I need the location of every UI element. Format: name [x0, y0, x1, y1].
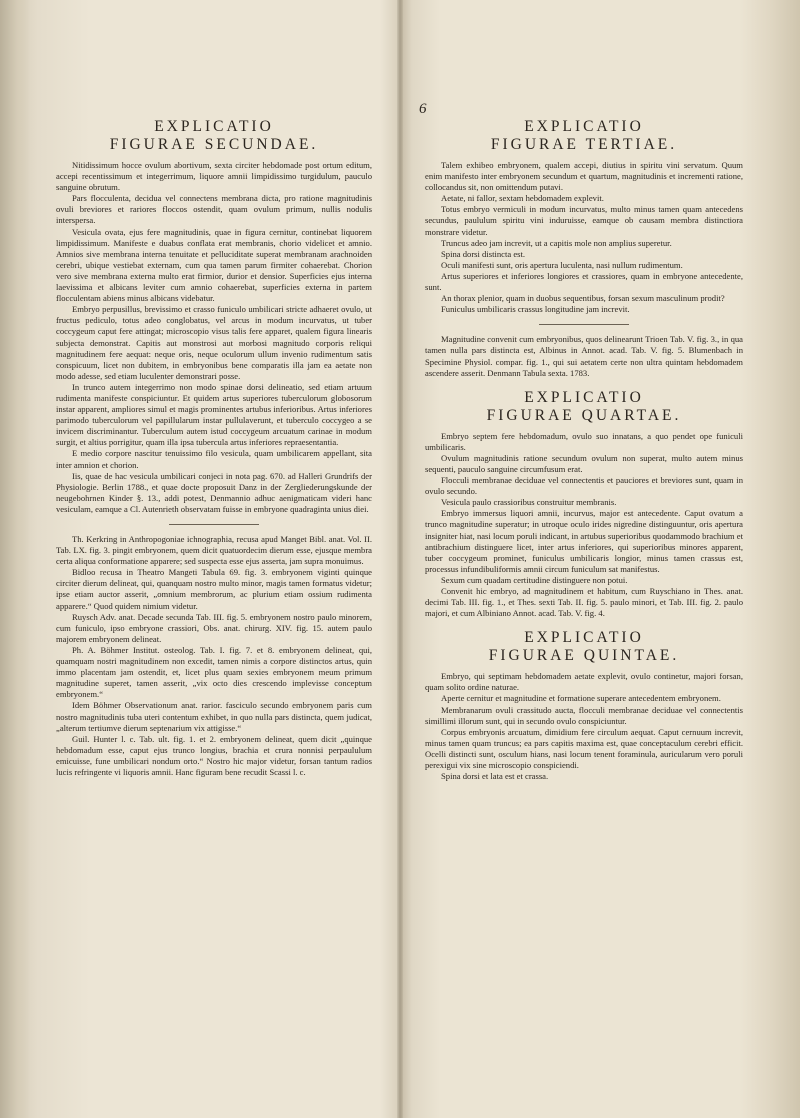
- paragraph: Spina dorsi et lata est et crassa.: [441, 771, 549, 782]
- paragraph: Membranarum ovuli crassitudo aucta, flocculi membranae deciduae vel connectentis simillimi illorum sunt, qui in secundo ovulo conspiciuntur.: [425, 704, 743, 726]
- quintae-paragraphs: [425, 671, 743, 782]
- paragraph: Corpus embryonis arcuatum, dimidium fere circulum aequat. Caput cernuum increvit, minus tamen quam truncus; ea pars capitis maxima est, quae conceptaculum cerebri efficit. Ocelli distincti sunt, osculum hians, nasi locum tenent foraminula, auricularum vero poruli perexigui vix sine microscopio conspiciendi.: [425, 726, 743, 771]
- paragraph: In trunco autem integerrimo non modo spinae dorsi delineatio, sed etiam artuum rudimenta manifeste conspiciuntur. Et quidem artus superiores tuberculorum globosorum instar apparent, ampliores simul et magis prominentes artubus inferioribus. Artus inferiores parimodo tuberculorum vel papillularum instar pullulaverunt, et tuberculo coccygeo a se invicem discriminantur. Tuberculum autem istud coccygeum arcuatum carinae in modum surgit, et altius porrigitur, quam illa ipsa tubercula artus inferiores repraesentantia.: [56, 381, 372, 448]
- paragraph: Oculi manifesti sunt, oris apertura luculenta, nasi nullum rudimentum.: [441, 259, 683, 270]
- tertiae-paragraphs-a: [425, 160, 743, 315]
- heading-explicatio-secundae: EXPLICATIO: [154, 118, 274, 135]
- left-column: [56, 118, 372, 778]
- paragraph: Vesicula paulo crassioribus construitur membranis.: [441, 497, 617, 508]
- paragraph: Aetate, ni fallor, sextam hebdomadem explevit.: [441, 193, 604, 204]
- paragraph: Iis, quae de hac vesicula umbilicari conjeci in nota pag. 670. ad Halleri Grundrifs der Physiologie. Berlin 1788., et quae docte proposuit Danz in der Zergliederungskunde der neugebohrnen Kinder §. 13., addi potest, Denmannio adhuc aenigmaticam videri hanc vesiculam, eamque a Cl. Autenrieth observatam fuisse in embryone quadraginta unius diei.: [56, 470, 372, 514]
- left-paragraphs-b: [56, 534, 372, 778]
- paragraph: Vesicula ovata, ejus fere magnitudinis, quae in figura cernitur, continebat liquorem limpidissimum. Manifeste e duabus conflata erat membranis, chorio videlicet et amnio. Amnios sive membrana interna tenuitate et pelluciditate superat membranam arachnoiden cerebri, ubique vestiebat externam, cum qua tamen parum firmiter cohaerebat. Chorion vero sive membrana externa multo erat firmior, durior et densior. Superficies ejus interna laevissima et albicans leviter cum amnio cohaerebat, superficies externa in partem flocculentam abiens minus albicans videbatur.: [56, 226, 372, 304]
- quartae-paragraphs: [425, 431, 743, 620]
- paragraph: Magnitudine convenit cum embryonibus, quos delinearunt Trioen Tab. V. fig. 3., in qua tamen nulla pars distincta est, Albinus in Annot. acad. Tab. V. fig. 5. Blumenbach in Specimine Physiol. compar. fig. 1., qui sui aetatem certe non ultra quintam hebdomadem ascendere asserit. Denmann Tabula sexta. 1783.: [425, 334, 743, 378]
- heading-figurae-secundae: FIGURAE SECUNDAE.: [109, 136, 319, 153]
- heading-figurae-tertiae: FIGURAE TERTIAE.: [490, 136, 678, 153]
- paragraph: Ovulum magnitudinis ratione secundum ovulum non superat, multo autem minus sequenti, pauculo sanguine circumfusum erat.: [425, 452, 743, 474]
- heading-explicatio-quartae: EXPLICATIO: [524, 388, 644, 406]
- heading-explicatio-tertiae: EXPLICATIO: [524, 118, 644, 135]
- heading-figurae-quintae: FIGURAE QUINTAE.: [488, 647, 680, 665]
- paragraph: An thorax plenior, quam in duobus sequentibus, forsan sexum masculinum prodit?: [441, 293, 725, 304]
- heading-figurae-quartae: FIGURAE QUARTAE.: [486, 406, 682, 424]
- section-divider: [539, 324, 629, 325]
- left-paragraphs-a: [56, 160, 372, 515]
- paragraph: Embryo, qui septimam hebdomadem aetate explevit, ovulo continetur, majori forsan, quam solito ordine naturae.: [425, 671, 743, 693]
- paragraph: Pars flocculenta, decidua vel connectens membrana dicta, pro ratione magnitudinis ovuli breviores et rariores floccos ostendit, quam ovulum primum, nullis nodulis interspersa.: [56, 193, 372, 226]
- paragraph: Idem Böhmer Observationum anat. rarior. fasciculo secundo embryonem paris cum nostro magnitudinis tuba uteri contentum exhibet, in quo nulla pars distincta, quem judicat, „alterum tertiumve dierum septenarium vix attigisse.“: [56, 700, 372, 733]
- paragraph: Nitidissimum hocce ovulum abortivum, sexta circiter hebdomade post ortum editum, accepi recentissimum et integerrimum, liquore amnii limpidissimo turgidulum, pauculo sanguine obrutum.: [56, 160, 372, 193]
- paragraph: Embryo septem fere hebdomadum, ovulo suo innatans, a quo pendet ope funiculi umbilicaris.: [425, 430, 743, 452]
- paragraph: Th. Kerkring in Anthropogoniae ichnographia, recusa apud Manget Bibl. anat. Vol. II. Tab. LX. fig. 3. pingit embryonem, quem dicit quatuordecim dierum esse, ejusque membra certa aliqua conformatione apparere; sed suspecta esse ejus asserta, jam supra monuimus.: [56, 534, 372, 567]
- paragraph: Guil. Hunter l. c. Tab. ult. fig. 1. et 2. embryonem delineat, quem dicit „quinque hebdomadum esse, caput ejus trunco longius, brachia et crura nonnisi perpaululum emicuisse, fune umbilicari nondum orto.“ Nostro hic major videtur, forsan tantum radios lucis refringente vi liquoris amnii. Hanc figuram bene recudit Scassi l. c.: [56, 733, 372, 777]
- paragraph: E medio corpore nascitur tenuissimo filo vesicula, quam umbilicarem appellant, sita inter amnion et chorion.: [56, 448, 372, 470]
- paragraph: Totus embryo vermiculi in modum incurvatus, multo minus tamen quam antecedens secundus, paululum spiritu vini induruisse, eamque ob causam membra distinctiora monstrare videtur.: [425, 204, 743, 237]
- paragraph: Talem exhibeo embryonem, qualem accepi, diutius in spiritu vini servatum. Quum enim manifesto inter embryonem secundum et quartum, magnitudinis et incrementi ratione, collocandus sit, non omittendum putavi.: [425, 160, 743, 193]
- page-number: 6: [419, 101, 427, 117]
- paragraph: Ruysch Adv. anat. Decade secunda Tab. III. fig. 5. embryonem nostro paulo minorem, cum funiculo, ipso embryone crassiori, Obs. anat. chirurg. XIV. fig. 15. autem paulo majorem embryonem delineat.: [56, 611, 372, 644]
- paragraph: Funiculus umbilicaris crassus longitudine jam increvit.: [441, 304, 630, 315]
- paragraph: Truncus adeo jam increvit, ut a capitis mole non amplius superetur.: [441, 237, 672, 248]
- paragraph: Artus superiores et inferiores longiores et crassiores, quam in embryone antecedente, sunt.: [425, 270, 743, 293]
- paragraph: Ph. A. Böhmer Institut. osteolog. Tab. I. fig. 7. et 8. embryonem delineat, qui, quamquam nostri magnitudinem non excedit, tamen nimis a corpore distinctos artus, quin immo placentam jam ostendit, et, licet plus quam sexies embryonem meum primum magnitudine superet, tamen asserit, „vix octo dies crescendo implevisse conceptum embryonem.“: [56, 644, 372, 700]
- paragraph: Convenit hic embryo, ad magnitudinem et habitum, cum Ruyschiano in Thes. anat. decimi Tab. III. fig. 1., et Thes. sexti Tab. II. fig. 5. paulo minori, et Tab. III. fig. 2. paulo majori, et cum Albiniano Annot. acad. Tab. V. fig. 4.: [425, 586, 743, 619]
- paragraph: Sexum cum quadam certitudine distinguere non potui.: [441, 574, 628, 585]
- tertiae-paragraphs-b: [425, 334, 743, 378]
- paragraph: Embryo perpusillus, brevissimo et crasso funiculo umbilicari stricte adhaeret ovulo, ut fructus pediculo, totus adeo conglobatus, vel arcus in modum incurvatus, ut tuber coccygeum caput fere attingat; microscopio visus talis fere apparet, qualem figura linearis subjecta demonstrat. Capitis aut monstrosi aut morbosi magnitudo corporis reliqui magnitudinem fere aequat: neque oris, neque oculorum ullum invenio rudimentum satis conspicuum, licet non dubitem, in embryonibus bene comparatis illa jam ea aetate non modo adesse, sed etiam luculenter demonstrari posse.: [56, 304, 372, 381]
- section-divider: [169, 524, 259, 525]
- paragraph: Flocculi membranae deciduae vel connectentis et pauciores et breviores sunt, quam in ovulo secundo.: [425, 475, 743, 497]
- book-gutter: [397, 0, 403, 1118]
- paragraph: Aperte cernitur et magnitudine et formatione superare antecedentem embryonem.: [441, 693, 721, 704]
- heading-explicatio-quintae: EXPLICATIO: [524, 629, 644, 647]
- paragraph: Embryo immersus liquori amnii, incurvus, major est antecedente. Caput ovatum a trunco magnitudine superatur; in utroque oculo irides nigredine distinguuntur, oris apertura insigniter hiat, nasi locum poruli indicant, in artubus superioribus quodammodo brachium et antibrachium distinguere licet, inter artus inferiores, qui superioribus minores apparent, tuber coccygeum prominet, funiculus umbilicaris longior, minus tamen crassus est, processus infundibuliformis amnii circum funiculum sat manifestus.: [425, 508, 743, 574]
- paragraph: Spina dorsi distincta est.: [441, 248, 526, 259]
- right-column: [425, 118, 743, 782]
- paragraph: Bidloo recusa in Theatro Mangeti Tabula 69. fig. 3. embryonem viginti quinque circiter dierum delineat, qui, quanquam nostro multo minor, magis tamen formatus videtur; ipse etiam auctor asserit, „omnium membrorum, ac plurium etiam ossium rudimenta apparere.“ Quod quidem nimium videtur.: [56, 567, 372, 611]
- page-edge-shadow: [0, 0, 30, 1118]
